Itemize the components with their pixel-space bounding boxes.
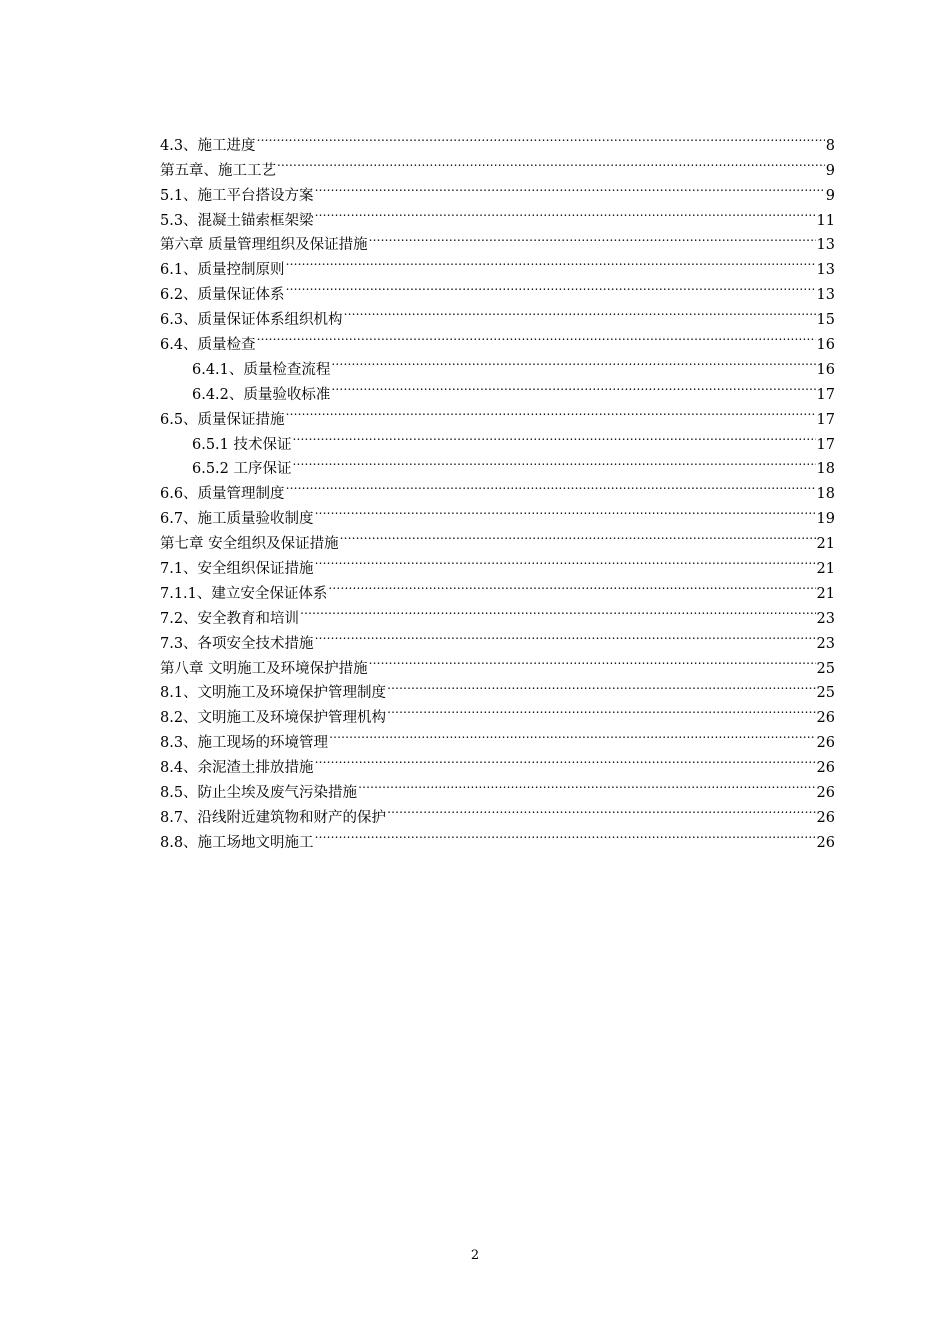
toc-dot-leader — [358, 772, 815, 797]
toc-entry-page-number: 26 — [816, 735, 835, 752]
toc-entry-title: 8.1、文明施工及环境保护管理制度 — [160, 685, 387, 702]
toc-dot-leader — [315, 498, 816, 523]
toc-entry-title: 8.5、防止尘埃及废气污染措施 — [160, 785, 358, 802]
toc-entry-title: 6.3、质量保证体系组织机构 — [160, 312, 343, 329]
toc-entry-title: 8.8、施工场地文明施工 — [160, 834, 314, 851]
toc-entry-title: 第七章 安全组织及保证措施 — [160, 536, 339, 553]
toc-entry-page-number: 13 — [816, 237, 835, 254]
toc-entry-page-number: 16 — [816, 337, 835, 354]
toc-entry-title: 6.5.1 技术保证 — [192, 436, 292, 453]
toc-dot-leader — [286, 399, 816, 424]
toc-entry-title: 6.4.1、质量检查流程 — [192, 361, 331, 378]
table-of-contents — [160, 125, 835, 851]
toc-entry-title: 第六章 质量管理组织及保证措施 — [160, 237, 368, 254]
toc-entry-title: 5.3、混凝土锚索框架梁 — [160, 212, 314, 229]
toc-entry[interactable] — [160, 150, 835, 179]
toc-entry-page-number: 13 — [816, 287, 835, 304]
toc-entry-page-number: 19 — [816, 511, 835, 528]
toc-entry-page-number: 9 — [825, 187, 835, 204]
toc-entry-page-number: 17 — [816, 411, 835, 428]
toc-entry-page-number: 9 — [825, 162, 835, 179]
toc-entry[interactable] — [160, 125, 835, 154]
toc-entry-title: 7.1.1、建立安全保证体系 — [160, 585, 328, 602]
toc-dot-leader — [387, 673, 815, 698]
toc-entry-page-number: 8 — [825, 137, 835, 154]
toc-entry-title: 6.1、质量控制原则 — [160, 262, 285, 279]
toc-dot-leader — [315, 747, 816, 772]
toc-entry-title: 6.5、质量保证措施 — [160, 411, 285, 428]
toc-dot-leader — [369, 225, 816, 250]
toc-dot-leader — [329, 722, 815, 747]
page-number: 2 — [470, 1248, 480, 1263]
toc-entry[interactable] — [160, 324, 835, 354]
toc-dot-leader — [286, 249, 816, 274]
toc-entry-title: 8.7、沿线附近建筑物和财产的保护 — [160, 809, 387, 826]
toc-entry-page-number: 16 — [816, 361, 835, 378]
toc-dot-leader — [331, 349, 815, 374]
toc-entry-page-number: 26 — [816, 834, 835, 851]
toc-dot-leader — [257, 324, 816, 349]
toc-entry-page-number: 26 — [816, 809, 835, 826]
toc-entry-title: 7.3、各项安全技术措施 — [160, 635, 314, 652]
toc-entry-page-number: 23 — [816, 635, 835, 652]
toc-entry[interactable] — [160, 349, 835, 378]
toc-entry-title: 第八章 文明施工及环境保护措施 — [160, 660, 368, 677]
toc-entry-title: 第五章、施工工艺 — [160, 162, 276, 179]
toc-entry-page-number: 17 — [816, 436, 835, 453]
toc-dot-leader — [369, 648, 816, 673]
toc-entry-page-number: 18 — [816, 461, 835, 478]
toc-entry-page-number: 26 — [816, 760, 835, 777]
toc-entry-page-number: 15 — [816, 312, 835, 329]
toc-entry-title: 6.4.2、质量验收标准 — [192, 386, 331, 403]
toc-entry-title: 6.6、质量管理制度 — [160, 486, 285, 503]
toc-entry-page-number: 26 — [816, 785, 835, 802]
toc-dot-leader — [387, 797, 815, 822]
toc-entry-title: 5.1、施工平台搭设方案 — [160, 187, 314, 204]
toc-dot-leader — [315, 175, 825, 200]
toc-entry-title: 7.2、安全教育和培训 — [160, 610, 300, 627]
toc-dot-leader — [286, 274, 816, 299]
toc-dot-leader — [315, 623, 816, 648]
toc-entry-title: 6.2、质量保证体系 — [160, 287, 285, 304]
toc-dot-leader — [293, 424, 816, 449]
toc-dot-leader — [293, 449, 816, 474]
toc-entry-title: 6.5.2 工序保证 — [192, 461, 292, 478]
toc-entry-title: 7.1、安全组织保证措施 — [160, 561, 314, 578]
toc-dot-leader — [286, 473, 816, 498]
toc-dot-leader — [315, 548, 816, 573]
toc-entry-title: 6.4、质量检查 — [160, 337, 256, 354]
toc-entry-page-number: 26 — [816, 710, 835, 727]
toc-entry-title: 8.4、余泥渣土排放措施 — [160, 760, 314, 777]
toc-entry-page-number: 11 — [816, 212, 835, 229]
toc-entry-title: 8.3、施工现场的环境管理 — [160, 735, 329, 752]
toc-dot-leader — [331, 374, 815, 399]
toc-dot-leader — [300, 598, 815, 623]
toc-dot-leader — [387, 697, 815, 722]
toc-dot-leader — [328, 573, 815, 598]
toc-entry-title: 4.3、施工进度 — [160, 137, 256, 154]
toc-entry-page-number: 21 — [816, 561, 835, 578]
toc-entry-title: 8.2、文明施工及环境保护管理机构 — [160, 710, 387, 727]
toc-dot-leader — [315, 822, 816, 847]
toc-entry-page-number: 21 — [816, 585, 835, 602]
toc-entry-page-number: 17 — [816, 386, 835, 403]
toc-dot-leader — [315, 200, 816, 225]
toc-entry-page-number: 25 — [816, 685, 835, 702]
toc-entry-page-number: 18 — [816, 486, 835, 503]
toc-dot-leader — [344, 299, 816, 324]
toc-dot-leader — [277, 150, 825, 175]
toc-dot-leader — [257, 125, 825, 150]
toc-entry-page-number: 23 — [816, 610, 835, 627]
toc-entry-page-number: 21 — [816, 536, 835, 553]
toc-entry-title: 6.7、施工质量验收制度 — [160, 511, 314, 528]
toc-entry-page-number: 25 — [816, 660, 835, 677]
toc-dot-leader — [340, 523, 816, 548]
toc-entry-page-number: 13 — [816, 262, 835, 279]
